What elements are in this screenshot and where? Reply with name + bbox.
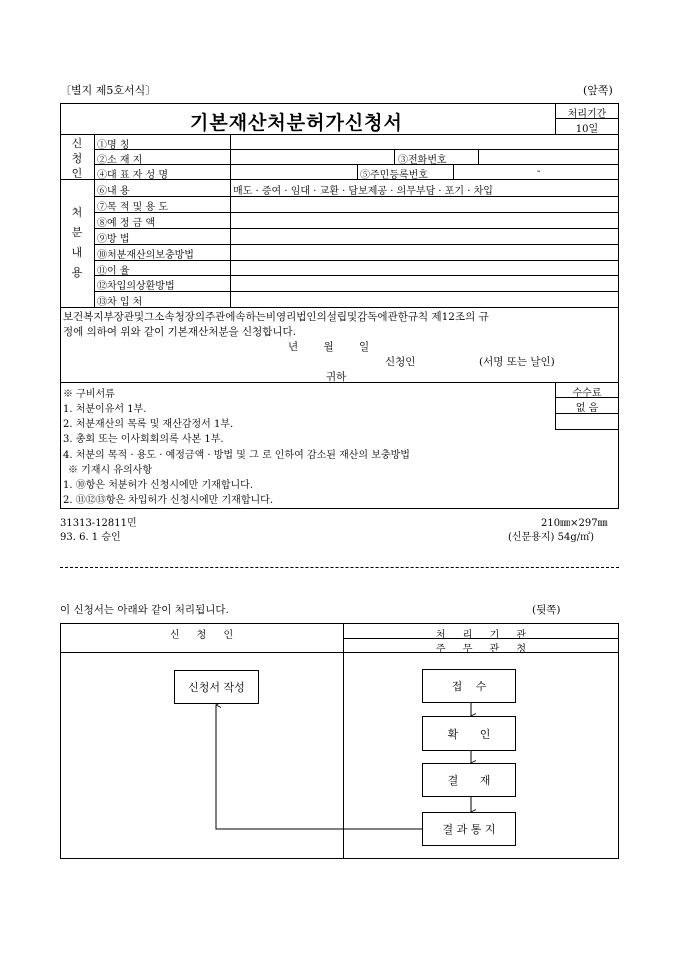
form-code: 31313-12811민 (60, 518, 137, 529)
disposal-row-label: ⑥내 용 (97, 186, 130, 197)
page-side-back: (뒷쪽) (532, 604, 561, 616)
form-title: 기본재산처분허가신청서 (190, 112, 403, 134)
note-item: 1. ⑩항은 처분허가 신청시에만 기재합니다. (63, 480, 253, 491)
disposal-row-label: ⑩처분재산의보충방법 (97, 250, 194, 261)
fee-label: 수수료 (572, 388, 602, 399)
declaration-date: 년 월 일 (288, 341, 370, 353)
disposal-row-label: ⑬차 입 처 (97, 297, 143, 308)
disposal-row-label: ⑧예 정 금 액 (97, 218, 156, 229)
declaration-line-2: 정에 의하여 위와 같이 기본재산처분을 신청합니다. (63, 326, 297, 338)
disposal-row-label: ⑪이 율 (97, 266, 130, 277)
back-intro: 이 신청서는 아래와 같이 처리됩니다. (60, 604, 229, 616)
form-number: 〔별지 제5호서식〕 (60, 84, 157, 97)
disposal-content-options: 매도 · 증여 · 임대 · 교환 · 담보제공 · 의무부담 · 포기 · 차입 (233, 186, 493, 197)
paper-type: (신문용지) 54g/㎡) (508, 532, 595, 543)
col-agency: 처 리 기 관 (435, 630, 527, 641)
flow-step-approval: 결 재 (422, 763, 516, 797)
notes-heading: ※ 기재시 유의사항 (68, 465, 152, 476)
resident-no-label: ⑤주민등록번호 (360, 170, 428, 181)
resident-no-dash: - (537, 166, 541, 177)
flow-step-applicant: 신청서 작성 (174, 670, 259, 704)
approval-date: 93. 6. 1 승인 (60, 532, 121, 543)
document-item: 4. 처분의 목적 · 용도 · 예정금액 · 방법 및 그 로 인하여 감소된 재산의 보충방법 (63, 450, 410, 461)
signature-hint: (서명 또는 날인) (479, 356, 555, 368)
documents-heading: ※ 구비서류 (63, 389, 115, 400)
disposal-row-label: ⑫차입의상환방법 (97, 281, 175, 292)
note-item: 2. ⑪⑫⑬항은 차입허가 신청시에만 기재합니다. (63, 495, 273, 506)
phone-label: ③전화번호 (398, 155, 447, 166)
applicant-signature-label: 신청인 (385, 356, 416, 368)
disposal-row-label: ⑦목 적 및 용 도 (97, 202, 169, 213)
representative-label: ④대 표 자 성 명 (97, 170, 169, 181)
declaration-line-1: 보건복지부장관및그소속청장의주관에속하는비영리법인의설립및감독에관한규칙 제12조의 규 (63, 311, 489, 323)
processing-period-label: 처리기간 (567, 109, 607, 120)
col-agency-sub: 주 무 관 청 (435, 644, 527, 655)
location-label: ②소 재 지 (97, 155, 143, 166)
applicant-section-label: 신 청 인 (71, 137, 83, 180)
col-applicant: 신 청 인 (169, 630, 234, 641)
addressee: 귀하 (326, 371, 347, 383)
processing-period-value: 10일 (575, 124, 599, 135)
name-label: ①명 칭 (97, 140, 130, 151)
document-item: 2. 처분재산의 목록 및 재산감정서 1부. (63, 419, 234, 430)
flow-step-receipt: 접 수 (422, 669, 516, 703)
flow-step-review: 확 인 (422, 716, 516, 751)
disposal-row-label: ⑨방 법 (97, 234, 130, 245)
document-item: 3. 총회 또는 이사회회의록 사본 1부. (63, 434, 224, 445)
paper-size: 210㎜×297㎜ (541, 518, 608, 529)
fee-value: 없 음 (575, 403, 599, 414)
document-item: 1. 처분이유서 1부. (63, 404, 147, 415)
disposal-section-label: 처 분 내 용 (71, 206, 83, 279)
flow-step-notification: 결 과 통 지 (422, 812, 516, 846)
page-side-front: (앞쪽) (583, 84, 613, 97)
